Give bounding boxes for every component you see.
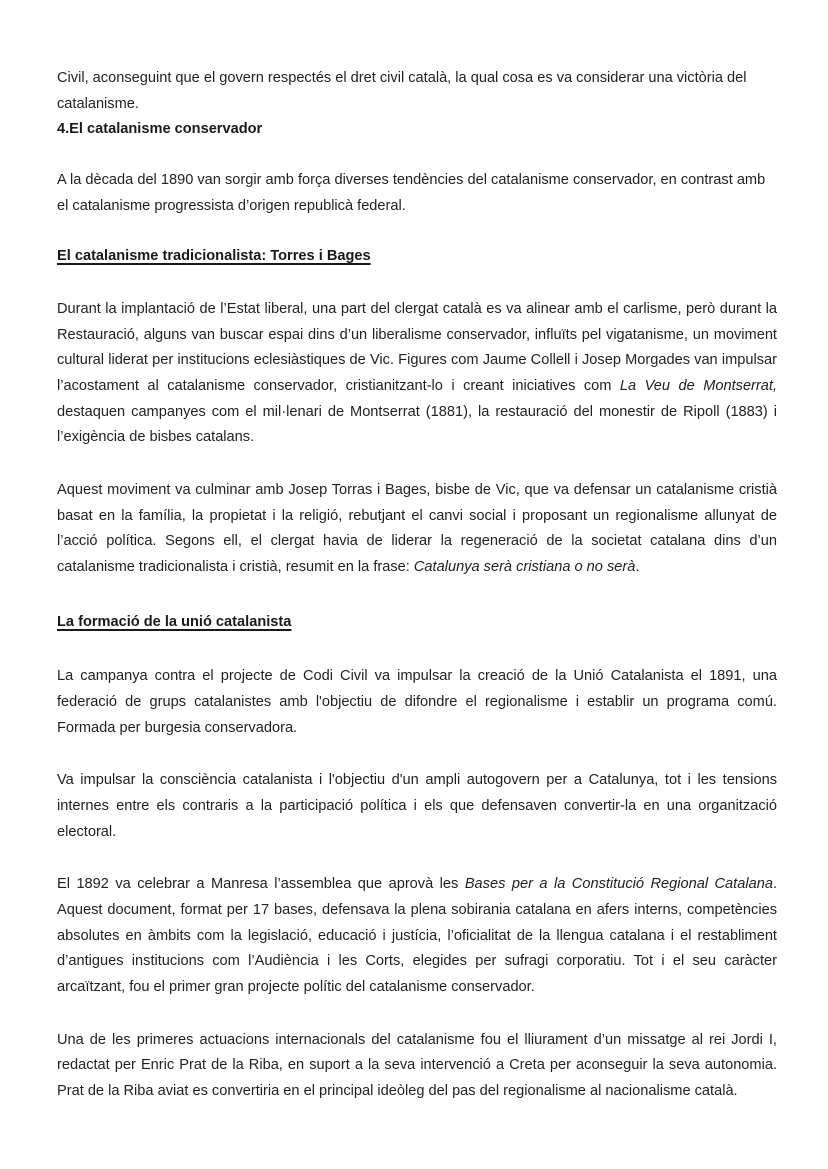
paragraph-torras-part-a: Aquest moviment va culminar amb Josep Torras i Bages, bisbe de Vic, que va defensar un catalanisme cristià basat en la família, la propietat i la religió, rebutjant el canvi social i proposant un regionalisme allunyat de l’acció política. Segons ell, el clergat havia de liderar la regeneració de la societat catalana dins d’un catalanisme tradicionalista i cristià, resumit en la frase: bbox=[57, 482, 777, 576]
paragraph-intro-continuation: Civil, aconseguint que el govern respectés el dret civil català, la qual cosa es va considerar una victòria del catalanisme. bbox=[57, 70, 747, 112]
paragraph-estat-liberal-part-b: destaquen campanyes com el mil·lenari de Montserrat (1881), la restauració del monestir de Ripoll (1883) i l’exigència de bisbes catalans. bbox=[57, 403, 777, 446]
spacer bbox=[57, 143, 777, 168]
paragraph-manresa-1892 bbox=[57, 872, 777, 1000]
paragraph-decada-1890: A la dècada del 1890 van sorgir amb força diverses tendències del catalanisme conservador, en contrast amb el catalanisme progressista d’origen republicà federal. bbox=[57, 172, 766, 214]
subheading-formacio-unio-catalanista: La formació de la unió catalanista bbox=[57, 613, 292, 630]
paragraph-torras-i-bages bbox=[57, 478, 777, 581]
paragraph-1892-part-a: El 1892 va celebrar a Manresa l’assemblea que aprovà les bbox=[57, 876, 465, 893]
quote-catalunya-sera-cristiana: Catalunya serà cristiana o no serà bbox=[413, 559, 636, 576]
spacer bbox=[57, 451, 777, 478]
spacer bbox=[57, 1001, 777, 1028]
section-heading-4: 4.El catalanisme conservador bbox=[57, 121, 263, 138]
spacer bbox=[57, 845, 777, 872]
paragraph-torras-part-b: . bbox=[635, 559, 640, 576]
spacer bbox=[57, 581, 777, 610]
spacer bbox=[57, 635, 777, 664]
spacer bbox=[57, 219, 777, 244]
document-body bbox=[57, 66, 777, 1105]
paragraph-consciencia-catalanista: Va impulsar la consciència catalanista i l'objectiu d'un ampli autogovern per a Catalunya, tot i les tensions internes entre els contraris a la participació política i els que defensaven convertir-la en una organització electoral. bbox=[57, 772, 777, 840]
spacer bbox=[57, 270, 777, 297]
subheading-catalanisme-tradicionalista: El catalanisme tradicionalista: Torres i Bages bbox=[57, 248, 371, 265]
title-bases-constitucio-regional-catalana: Bases per a la Constitució Regional Catalana bbox=[464, 876, 773, 893]
paragraph-unio-catalanista-1891: La campanya contra el projecte de Codi Civil va impulsar la creació de la Unió Catalanista el 1891, una federació de grups catalanistes amb l'objectiu de difondre el regionalisme i establir un programa comú. Formada per burgesia conservadora. bbox=[57, 668, 777, 736]
paragraph-1892-part-b: . Aquest document, format per 17 bases, defensava la plena sobirania catalana en afers interns, competències absolutes en àmbits com la legislació, educació i justícia, l’oficialitat de la llengua catalana i el restabliment d’antigues institucions com l’Audiència i les Corts, elegides per sufragi corporatiu. Tot i el seu caràcter arcaïtzant, fou el primer gran projecte polític del catalanisme conservador. bbox=[57, 876, 778, 996]
spacer bbox=[57, 741, 777, 768]
title-la-veu-de-montserrat: La Veu de Montserrat, bbox=[619, 378, 778, 395]
paragraph-estat-liberal bbox=[57, 297, 777, 451]
paragraph-rei-jordi-i: Una de les primeres actuacions internacionals del catalanisme fou el lliurament d’un missatge al rei Jordi I, redactat per Enric Prat de la Riba, en suport a la seva intervenció a Creta per aconseguir la seva autonomia. Prat de la Riba aviat es convertiria en el principal ideòleg del pas del regionalisme al nacionalisme català. bbox=[57, 1031, 777, 1100]
paragraph-estat-liberal-part-a: Durant la implantació de l’Estat liberal, una part del clergat català es va alinear amb el carlisme, però durant la Restauració, alguns van buscar espai dins d’un liberalisme conservador, influïts pel vigatanisme, un moviment cultural liderat per institucions eclesiàstiques de Vic. Figures com Jaume Collell i Josep Morgades van impulsar l’acostament al catalanisme conservador, cristianitzant-lo i creant iniciatives com bbox=[57, 301, 777, 395]
